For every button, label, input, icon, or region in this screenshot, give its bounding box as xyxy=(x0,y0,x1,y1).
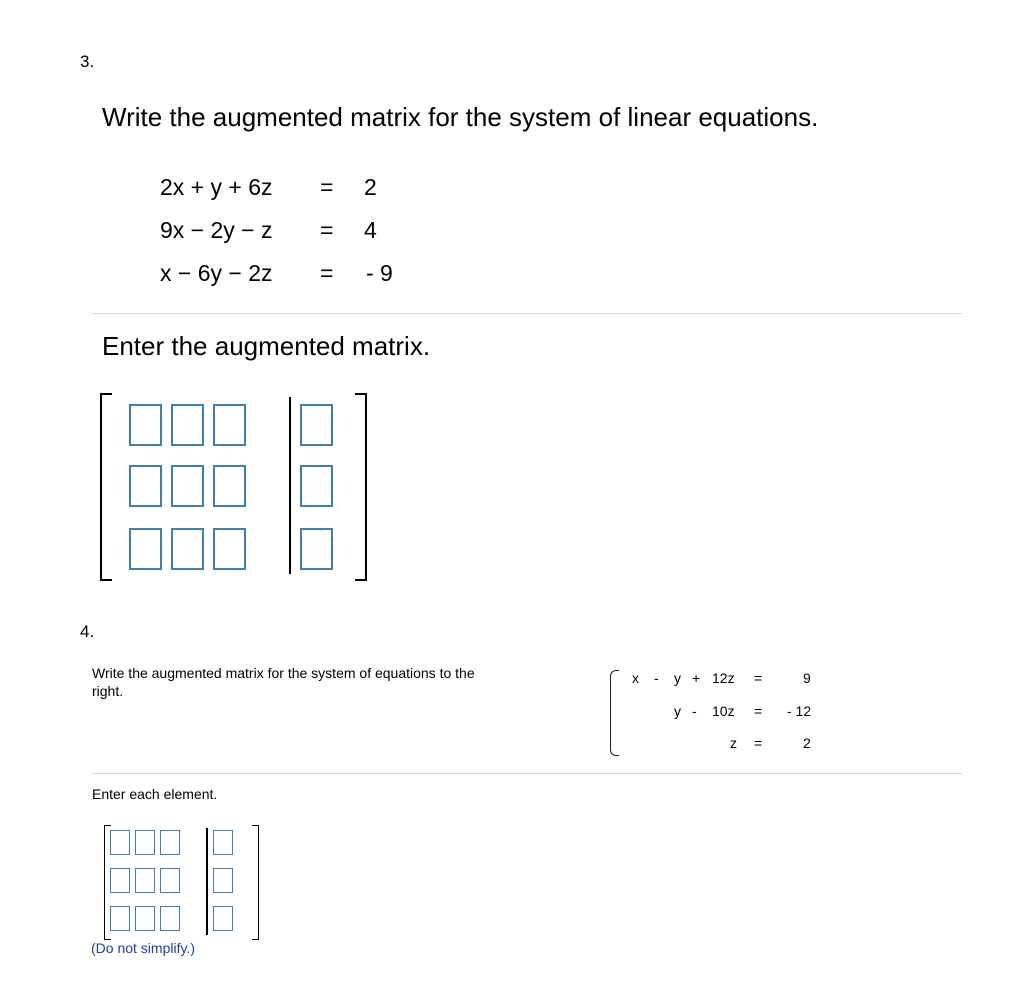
eq2-equals: = xyxy=(320,217,334,243)
matrix-cell-augmented[interactable] xyxy=(300,404,333,446)
problem-4-instruction: Enter each element. xyxy=(92,786,218,802)
problem-4-prompt-line1: Write the augmented matrix for the system of equations to the xyxy=(92,665,475,681)
matrix-cell[interactable] xyxy=(213,404,246,446)
eq1-term-y: y xyxy=(674,670,681,686)
eq2-lhs: 9x − 2y − z xyxy=(160,217,273,243)
matrix-cell[interactable] xyxy=(129,404,162,446)
eq1-equals: = xyxy=(320,174,334,200)
eq1-rhs: 9 xyxy=(803,670,811,686)
augment-divider xyxy=(289,397,291,574)
matrix-cell[interactable] xyxy=(171,465,204,507)
matrix-cell[interactable] xyxy=(160,906,180,931)
matrix-cell[interactable] xyxy=(129,528,162,570)
matrix-cell[interactable] xyxy=(213,528,246,570)
eq1-rhs: 2 xyxy=(364,174,377,200)
right-bracket xyxy=(355,393,367,581)
divider-line xyxy=(92,313,962,314)
eq3-rhs: - 9 xyxy=(366,260,393,286)
left-brace xyxy=(610,670,619,756)
matrix-cell[interactable] xyxy=(160,868,180,893)
eq2-op2: - xyxy=(692,703,697,719)
problem-4-number: 4. xyxy=(80,622,95,641)
matrix-cell[interactable] xyxy=(110,830,130,855)
divider-line xyxy=(92,773,962,774)
matrix-cell[interactable] xyxy=(213,465,246,507)
eq3-equals: = xyxy=(754,735,763,751)
eq3-rhs: 2 xyxy=(803,735,811,751)
do-not-simplify-hint: (Do not simplify.) xyxy=(91,940,195,956)
eq1-op1: - xyxy=(654,670,659,686)
left-bracket xyxy=(100,393,112,581)
matrix-cell-augmented[interactable] xyxy=(300,528,333,570)
augment-divider xyxy=(206,828,208,935)
matrix-cell[interactable] xyxy=(110,906,130,931)
matrix-cell[interactable] xyxy=(160,830,180,855)
eq3-equals: = xyxy=(320,260,334,286)
matrix-cell-augmented[interactable] xyxy=(213,830,233,855)
eq2-term-y: y xyxy=(674,703,681,719)
matrix-cell[interactable] xyxy=(135,830,155,855)
matrix-cell-augmented[interactable] xyxy=(300,465,333,507)
eq1-term-z: 12z xyxy=(712,670,735,686)
eq1-term-x: x xyxy=(632,670,639,686)
eq1-op2: + xyxy=(692,670,701,686)
matrix-cell[interactable] xyxy=(171,404,204,446)
problem-4-prompt-line2: right. xyxy=(92,683,124,699)
eq3-lhs: x − 6y − 2z xyxy=(160,260,273,286)
matrix-cell-augmented[interactable] xyxy=(213,868,233,893)
matrix-cell[interactable] xyxy=(129,465,162,507)
eq2-rhs: 4 xyxy=(364,217,377,243)
eq2-term-z: 10z xyxy=(712,703,735,719)
matrix-cell-augmented[interactable] xyxy=(213,906,233,931)
problem-3-number: 3. xyxy=(80,52,95,71)
eq2-rhs: - 12 xyxy=(787,703,812,719)
matrix-cell[interactable] xyxy=(135,906,155,931)
eq1-equals: = xyxy=(754,670,763,686)
matrix-cell[interactable] xyxy=(110,868,130,893)
eq3-term-z: z xyxy=(730,735,737,751)
matrix-cell[interactable] xyxy=(171,528,204,570)
eq2-equals: = xyxy=(754,703,763,719)
eq1-lhs: 2x + y + 6z xyxy=(160,174,273,200)
problem-3-prompt: Write the augmented matrix for the system of linear equations. xyxy=(102,102,819,132)
matrix-cell[interactable] xyxy=(135,868,155,893)
right-bracket xyxy=(252,825,259,940)
problem-3-instruction: Enter the augmented matrix. xyxy=(102,331,431,361)
